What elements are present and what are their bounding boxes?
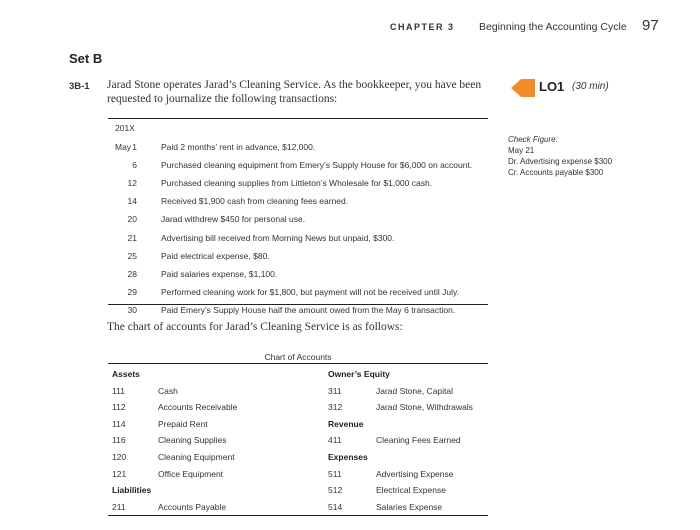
transaction-description: Advertising bill received from Morning News but unpaid, $300. <box>161 232 395 243</box>
revenue-heading: Revenue <box>328 418 364 429</box>
account-number: 512 <box>328 485 343 496</box>
learning-objective-label: LO1 <box>539 79 565 94</box>
account-name: Accounts Payable <box>158 501 227 512</box>
transaction-description: Paid salaries expense, $1,100. <box>161 268 278 279</box>
check-figure-label: Check Figure: <box>508 135 558 144</box>
transaction-day: 6 <box>132 160 137 171</box>
assets-heading: Assets <box>112 369 140 379</box>
account-name: Jarad Stone, Withdrawals <box>376 402 473 413</box>
liabilities-heading: Liabilities <box>112 485 152 496</box>
transaction-day: 25 <box>127 250 137 261</box>
check-figure <box>508 134 612 178</box>
account-number: 116 <box>112 435 126 446</box>
transaction-description: Paid Emery’s Supply House half the amount owed from the May 6 transaction. <box>161 304 456 315</box>
account-name: Cleaning Fees Earned <box>376 435 461 446</box>
account-name: Advertising Expense <box>376 468 454 479</box>
account-name: Salaries Expense <box>376 501 443 512</box>
account-number: 311 <box>328 385 342 396</box>
account-number: 514 <box>328 501 343 512</box>
account-name: Cash <box>158 385 178 396</box>
transaction-day: 20 <box>127 214 137 225</box>
account-number: 411 <box>328 435 342 446</box>
transaction-description: Jarad withdrew $450 for personal use. <box>161 214 306 225</box>
account-name: Electrical Expense <box>376 485 446 496</box>
account-number: 120 <box>112 452 127 462</box>
transaction-day: 21 <box>127 232 137 243</box>
transaction-description: Paid 2 months’ rent in advance, $12,000. <box>161 142 316 152</box>
expenses-heading: Expenses <box>328 452 368 462</box>
account-name: Cleaning Supplies <box>158 435 227 446</box>
problem-number: 3B-1 <box>69 81 90 92</box>
transaction-description: Purchased cleaning supplies from Littleton’s Wholesale for $1,000 cash. <box>161 178 433 189</box>
account-number: 121 <box>112 468 127 479</box>
chapter-title: Beginning the Accounting Cycle <box>479 21 627 33</box>
account-number: 114 <box>112 418 126 429</box>
check-figure-line1: Dr. Advertising expense $300 <box>508 157 613 166</box>
transaction-description: Paid electrical expense, $80. <box>161 250 270 261</box>
chapter-label: CHAPTER 3 <box>390 22 455 32</box>
problem-text: Jarad Stone operates Jarad’s Cleaning Service. As the bookkeeper, you have been requested to journalize the following transactions: <box>107 79 482 105</box>
transaction-description: Received $1,900 cash from cleaning fees earned. <box>161 196 349 207</box>
transactions-year: 201X <box>115 123 135 133</box>
transactions-bottom-rule <box>108 304 488 305</box>
transaction-day: 28 <box>127 268 137 279</box>
transaction-day: 29 <box>127 286 137 297</box>
transactions-month: May <box>115 142 132 152</box>
owners-equity-heading: Owner’s Equity <box>328 369 390 379</box>
transaction-description: Performed cleaning work for $1,800, but payment will not be received until July. <box>161 286 459 297</box>
transactions-top-rule <box>108 118 488 119</box>
transaction-description: Purchased cleaning equipment from Emery’s Supply House for $6,000 on account. <box>161 160 473 171</box>
chart-of-accounts-title: Chart of Accounts <box>264 352 332 362</box>
account-number: 111 <box>112 385 125 396</box>
check-figure-date: May 21 <box>508 146 535 155</box>
page-number: 97 <box>642 17 659 34</box>
learning-objective-arrow-icon <box>511 79 521 97</box>
account-number: 511 <box>328 468 342 479</box>
transaction-day: 14 <box>127 196 137 207</box>
learning-objective-badge <box>521 79 535 97</box>
chart-intro-text: The chart of accounts for Jarad’s Cleaning Service is as follows: <box>107 321 403 333</box>
account-name: Accounts Receivable <box>158 402 238 413</box>
account-number: 211 <box>112 501 126 512</box>
section-title: Set B <box>69 51 103 66</box>
transaction-day: 12 <box>127 178 137 189</box>
transaction-day: 1 <box>132 142 137 152</box>
check-figure-line2: Cr. Accounts payable $300 <box>508 168 604 177</box>
chart-of-accounts-bottom-rule <box>108 515 488 516</box>
account-name: Jarad Stone, Capital <box>376 385 454 396</box>
account-number: 112 <box>112 402 126 413</box>
account-name: Prepaid Rent <box>158 418 208 429</box>
transaction-day: 30 <box>127 304 137 315</box>
account-name: Cleaning Equipment <box>158 452 235 462</box>
chart-of-accounts-top-rule <box>108 363 488 364</box>
time-estimate: (30 min) <box>572 81 609 92</box>
account-number: 312 <box>328 402 343 413</box>
account-name: Office Equipment <box>158 468 224 479</box>
